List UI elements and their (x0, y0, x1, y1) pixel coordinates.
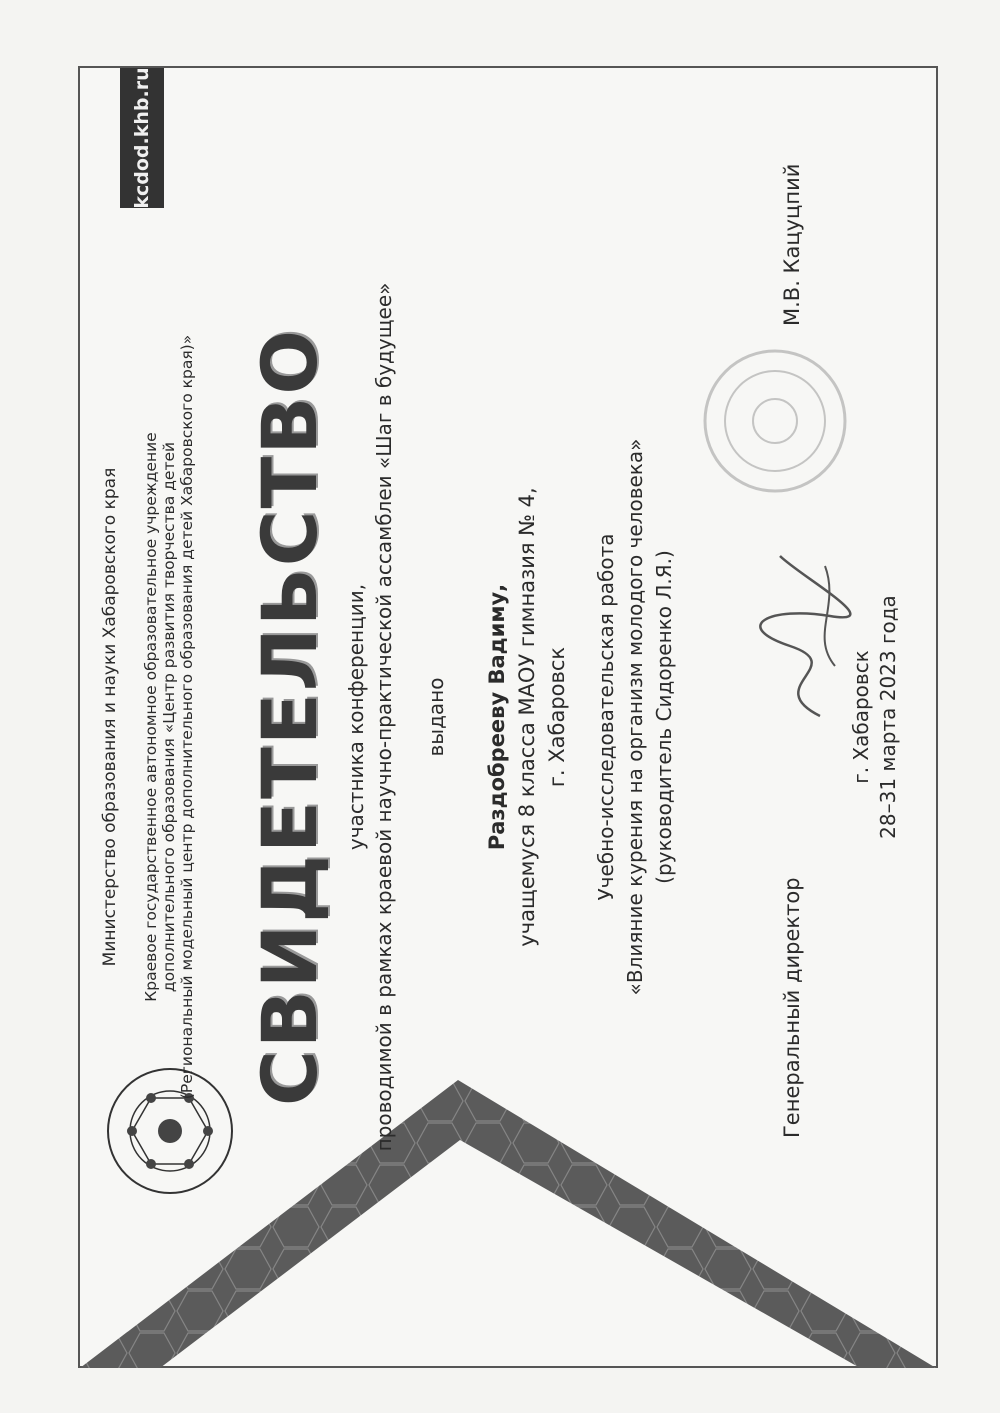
signature (740, 546, 860, 726)
city: г. Хабаровск (849, 650, 873, 784)
work-block (592, 68, 679, 1366)
recipient-name: Раздобрееву Вадиму, (485, 583, 509, 851)
participation-line: участника конференции, (344, 583, 368, 851)
participation-text (342, 68, 398, 1366)
place-date (848, 68, 902, 1366)
certificate-title: СВИДЕТЕЛЬСТВО (245, 328, 334, 1106)
recipient-city: г. Хабаровск (545, 646, 569, 788)
recipient-school: учащемуся 8 класса МАОУ гимназия № 4, (515, 487, 539, 947)
supervisor: (руководитель Сидоренко Л.Я.) (652, 550, 676, 884)
recipient-block (482, 68, 572, 1366)
site-url: kcdod.khb.ru (120, 68, 164, 208)
work-type: Учебно-исследовательская работа (594, 533, 618, 901)
stamp-seal (700, 346, 850, 496)
participation-line: проводимой в рамках краевой научно-практической ассамблеи «Шаг в будущее» (372, 282, 396, 1152)
ministry-name: Министерство образования и науки Хабаровского края (100, 467, 120, 967)
institution-line: дополнительного образования «Центр развития творчества детей (160, 441, 178, 993)
institution-line: Краевое государственное автономное образовательное учреждение (142, 432, 160, 1002)
certificate-sheet (80, 68, 936, 1366)
institution-name (142, 68, 196, 1366)
director-position: Генеральный директор (780, 877, 804, 1138)
date: 28–31 марта 2023 года (876, 595, 900, 839)
issued-label: выдано (424, 677, 448, 757)
work-title: «Влияние курения на организм молодого человека» (623, 438, 647, 996)
director-name: М.В. Кацуцпий (780, 163, 804, 326)
institution-line: (Региональный модельный центр дополнительного образования детей Хабаровского края)» (178, 334, 196, 1100)
